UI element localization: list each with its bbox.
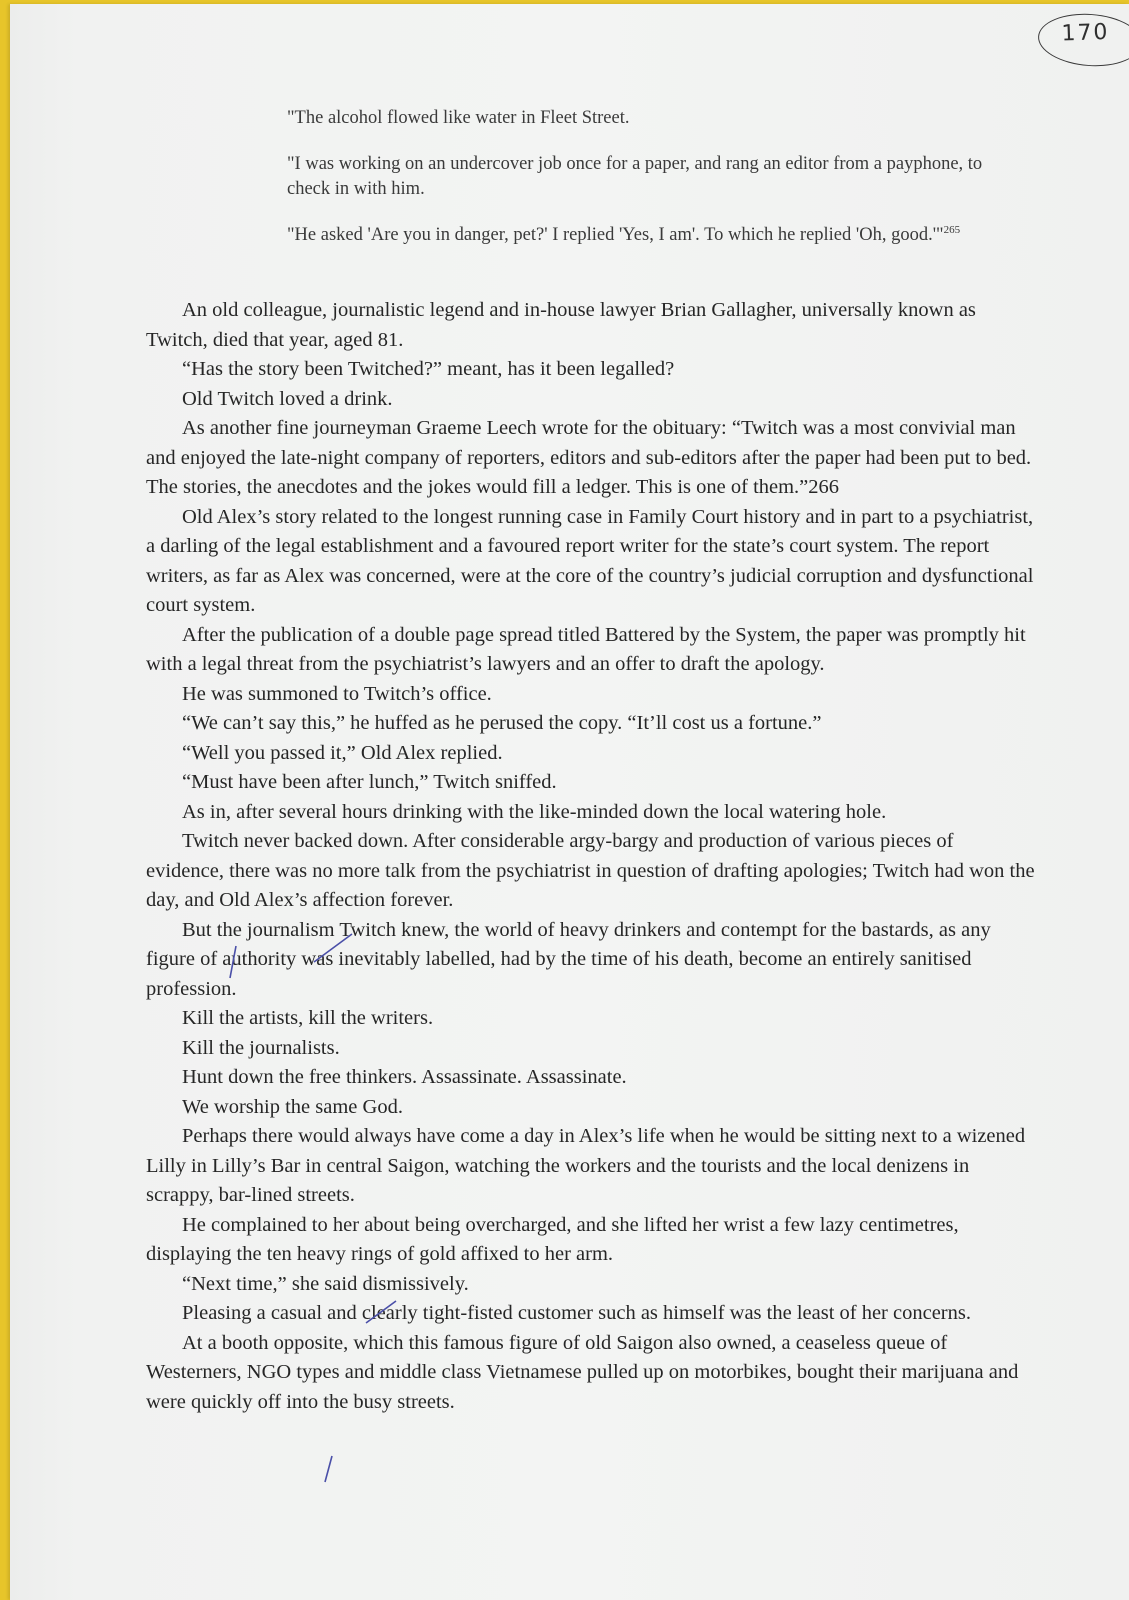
paragraph: Twitch never backed down. After considerable argy-bargy and production of various pieces of evidence, there was no more talk from the psychiatrist in question of drafting apologies; Twitch had won the day, and Old Alex’s affection forever. <box>146 830 1035 911</box>
paragraph: Perhaps there would always have come a day in Alex’s life when he would be sitting next to a wizened Lilly in Lilly’s Bar in central Saigon, watching the workers and the tourists and the local denizens in scrappy, bar-lined streets. <box>146 1125 1026 1206</box>
quote-paragraph: "I was working on an undercover job once for a paper, and rang an editor from a payphone, to check in with him. <box>287 154 983 199</box>
paragraph: “Well you passed it,” Old Alex replied. <box>182 741 503 764</box>
paragraph: He complained to her about being overcharged, and she lifted her wrist a few lazy centimetres, displaying the ten heavy rings of gold affixed to her arm. <box>146 1213 959 1265</box>
proof-mark-comma-icon <box>316 1452 340 1488</box>
paragraph: As in, after several hours drinking with the like-minded down the local watering hole. <box>182 800 887 823</box>
footnote-marker: 265 <box>943 224 961 236</box>
paragraph: But the journalism Twitch knew, the world of heavy drinkers and contempt for the bastards, as any figure of authority was inevitably labelled, had by the time of his death, become an entirely sanitised profession. <box>146 918 991 1000</box>
paragraph: Old Alex’s story related to the longest running case in Family Court history and in part to a psychiatrist, a darling of the legal establishment and a favoured report writer for the state’s court system. The report writers, as far as Alex was concerned, were at the core of the country’s judicial corruption and dysfunctional court system. <box>146 505 1034 616</box>
quote-paragraph: "He asked 'Are you in danger, pet?' I replied 'Yes, I am'. To which he replied 'Oh, good.'"$^{265}$ <box>287 224 961 245</box>
quote-paragraph: "The alcohol flowed like water in Fleet Street. <box>287 108 630 128</box>
document-page <box>10 4 1129 1600</box>
block-quote <box>287 106 1007 269</box>
body-text <box>146 296 1036 1417</box>
paragraph: “We can’t say this,” he huffed as he perused the copy. “It’ll cost us a fortune.” <box>182 712 822 734</box>
paragraph: Old Twitch loved a drink. <box>182 387 393 410</box>
paragraph: “Has the story been Twitched?” meant, has it been legalled? <box>182 358 675 380</box>
paragraph: As another fine journeyman Graeme Leech wrote for the obituary: “Twitch was a most convivial man and enjoyed the late-night company of reporters, editors and sub-editors after the paper had been put to bed. The stories, the anecdotes and the jokes would fill a ledger. This is one of them.”266 <box>146 417 1032 498</box>
paragraph: After the publication of a double page spread titled Battered by the System, the paper was promptly hit with a legal threat from the psychiatrist’s lawyers and an offer to draft the apology. <box>146 623 1026 675</box>
page-number: 170 <box>1061 19 1110 47</box>
paragraph: Kill the journalists. <box>182 1036 340 1059</box>
paragraph: He was summoned to Twitch’s office. <box>182 682 492 705</box>
paragraph: Pleasing a casual and clearly tight-fisted customer such as himself was the least of her concerns. <box>182 1302 971 1324</box>
paragraph: “Next time,” she said dismissively. <box>182 1272 469 1295</box>
paragraph: “Must have been after lunch,” Twitch sniffed. <box>182 771 557 793</box>
paragraph: At a booth opposite, which this famous figure of old Saigon also owned, a ceaseless queue of Westerners, NGO types and middle class Vietnamese pulled up on motorbikes, bought their marijuana and were quickly off into the busy streets. <box>146 1331 1019 1413</box>
paragraph: Kill the artists, kill the writers. <box>182 1007 434 1029</box>
paragraph: Hunt down the free thinkers. Assassinate. Assassinate. <box>182 1066 627 1088</box>
paragraph: An old colleague, journalistic legend and in-house lawyer Brian Gallagher, universally known as Twitch, died that year, aged 81. <box>146 299 976 351</box>
page-number-circle <box>1036 10 1129 69</box>
paragraph: We worship the same God. <box>182 1095 403 1118</box>
